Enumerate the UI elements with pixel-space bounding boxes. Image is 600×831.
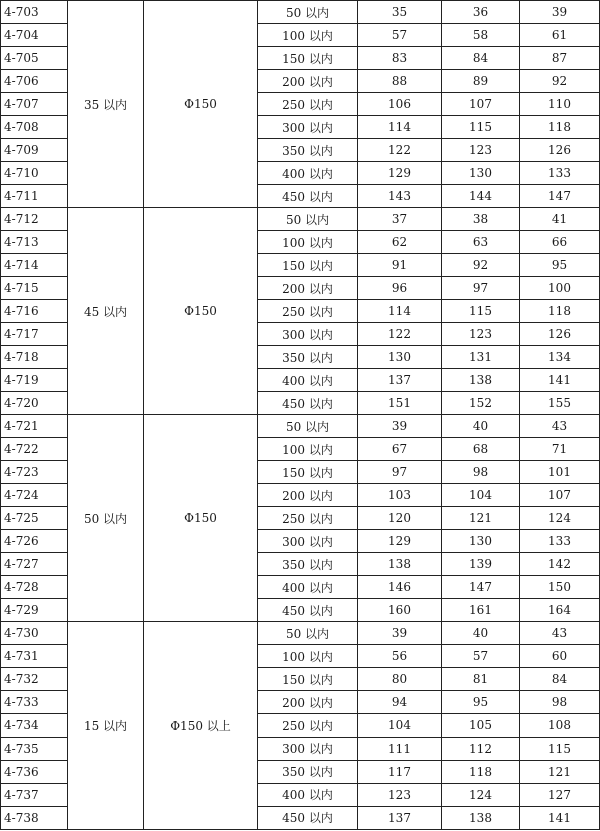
- range-cell: 350 以内: [258, 553, 358, 576]
- value-cell: 118: [520, 116, 600, 139]
- value-cell: 147: [442, 576, 520, 599]
- value-cell: 123: [442, 323, 520, 346]
- item-code-cell: 4-737: [1, 783, 68, 806]
- range-cell: 50 以内: [258, 415, 358, 438]
- value-cell: 161: [442, 599, 520, 622]
- item-code-cell: 4-728: [1, 576, 68, 599]
- value-cell: 143: [358, 185, 442, 208]
- range-cell: 200 以内: [258, 484, 358, 507]
- range-cell: 250 以内: [258, 507, 358, 530]
- value-cell: 130: [358, 346, 442, 369]
- range-cell: 400 以内: [258, 783, 358, 806]
- range-cell: 200 以内: [258, 277, 358, 300]
- value-cell: 147: [520, 185, 600, 208]
- value-cell: 61: [520, 24, 600, 47]
- value-cell: 67: [358, 438, 442, 461]
- value-cell: 124: [442, 783, 520, 806]
- quota-table-body: [1, 1, 600, 830]
- item-code-cell: 4-708: [1, 116, 68, 139]
- range-cell: 100 以内: [258, 231, 358, 254]
- item-code-cell: 4-712: [1, 208, 68, 231]
- value-cell: 94: [358, 691, 442, 714]
- value-cell: 129: [358, 162, 442, 185]
- range-cell: 300 以内: [258, 323, 358, 346]
- value-cell: 122: [358, 139, 442, 162]
- value-cell: 87: [520, 47, 600, 70]
- value-cell: 118: [520, 300, 600, 323]
- value-cell: 107: [520, 484, 600, 507]
- value-cell: 123: [358, 783, 442, 806]
- value-cell: 95: [442, 691, 520, 714]
- value-cell: 103: [358, 484, 442, 507]
- value-cell: 58: [442, 24, 520, 47]
- value-cell: 88: [358, 70, 442, 93]
- value-cell: 98: [520, 691, 600, 714]
- range-cell: 300 以内: [258, 530, 358, 553]
- value-cell: 122: [358, 323, 442, 346]
- value-cell: 124: [520, 507, 600, 530]
- value-cell: 98: [442, 461, 520, 484]
- item-code-cell: 4-727: [1, 553, 68, 576]
- value-cell: 138: [358, 553, 442, 576]
- depth-cell: 45 以内: [68, 208, 144, 415]
- depth-cell: 50 以内: [68, 415, 144, 622]
- range-cell: 250 以内: [258, 300, 358, 323]
- range-cell: 50 以内: [258, 622, 358, 645]
- value-cell: 111: [358, 737, 442, 760]
- range-cell: 400 以内: [258, 369, 358, 392]
- item-code-cell: 4-723: [1, 461, 68, 484]
- value-cell: 40: [442, 622, 520, 645]
- item-code-cell: 4-703: [1, 1, 68, 24]
- diameter-cell: Φ150: [144, 415, 258, 622]
- value-cell: 115: [520, 737, 600, 760]
- table-row: [1, 622, 600, 645]
- value-cell: 129: [358, 530, 442, 553]
- item-code-cell: 4-710: [1, 162, 68, 185]
- item-code-cell: 4-720: [1, 392, 68, 415]
- value-cell: 104: [442, 484, 520, 507]
- item-code-cell: 4-735: [1, 737, 68, 760]
- value-cell: 43: [520, 415, 600, 438]
- value-cell: 57: [442, 645, 520, 668]
- value-cell: 68: [442, 438, 520, 461]
- value-cell: 127: [520, 783, 600, 806]
- value-cell: 164: [520, 599, 600, 622]
- value-cell: 92: [520, 70, 600, 93]
- value-cell: 92: [442, 254, 520, 277]
- item-code-cell: 4-706: [1, 70, 68, 93]
- item-code-cell: 4-722: [1, 438, 68, 461]
- value-cell: 97: [358, 461, 442, 484]
- table-row: [1, 1, 600, 24]
- range-cell: 450 以内: [258, 806, 358, 829]
- value-cell: 131: [442, 346, 520, 369]
- item-code-cell: 4-726: [1, 530, 68, 553]
- value-cell: 66: [520, 231, 600, 254]
- value-cell: 35: [358, 1, 442, 24]
- value-cell: 89: [442, 70, 520, 93]
- item-code-cell: 4-717: [1, 323, 68, 346]
- value-cell: 106: [358, 93, 442, 116]
- item-code-cell: 4-733: [1, 691, 68, 714]
- value-cell: 97: [442, 277, 520, 300]
- range-cell: 250 以内: [258, 93, 358, 116]
- value-cell: 139: [442, 553, 520, 576]
- diameter-cell: Φ150 以上: [144, 622, 258, 830]
- value-cell: 115: [442, 300, 520, 323]
- value-cell: 104: [358, 714, 442, 737]
- range-cell: 350 以内: [258, 346, 358, 369]
- range-cell: 100 以内: [258, 438, 358, 461]
- value-cell: 40: [442, 415, 520, 438]
- value-cell: 141: [520, 369, 600, 392]
- range-cell: 50 以内: [258, 1, 358, 24]
- value-cell: 107: [442, 93, 520, 116]
- item-code-cell: 4-738: [1, 806, 68, 829]
- item-code-cell: 4-724: [1, 484, 68, 507]
- value-cell: 43: [520, 622, 600, 645]
- value-cell: 142: [520, 553, 600, 576]
- item-code-cell: 4-731: [1, 645, 68, 668]
- value-cell: 152: [442, 392, 520, 415]
- table-row: [1, 415, 600, 438]
- value-cell: 126: [520, 139, 600, 162]
- value-cell: 39: [358, 415, 442, 438]
- range-cell: 150 以内: [258, 668, 358, 691]
- value-cell: 141: [520, 806, 600, 829]
- value-cell: 115: [442, 116, 520, 139]
- item-code-cell: 4-709: [1, 139, 68, 162]
- value-cell: 91: [358, 254, 442, 277]
- value-cell: 160: [358, 599, 442, 622]
- value-cell: 121: [520, 760, 600, 783]
- value-cell: 138: [442, 806, 520, 829]
- value-cell: 39: [358, 622, 442, 645]
- range-cell: 250 以内: [258, 714, 358, 737]
- diameter-cell: Φ150: [144, 1, 258, 208]
- value-cell: 137: [358, 369, 442, 392]
- value-cell: 117: [358, 760, 442, 783]
- range-cell: 300 以内: [258, 737, 358, 760]
- value-cell: 105: [442, 714, 520, 737]
- value-cell: 120: [358, 507, 442, 530]
- item-code-cell: 4-715: [1, 277, 68, 300]
- value-cell: 81: [442, 668, 520, 691]
- diameter-cell: Φ150: [144, 208, 258, 415]
- item-code-cell: 4-718: [1, 346, 68, 369]
- value-cell: 151: [358, 392, 442, 415]
- range-cell: 150 以内: [258, 461, 358, 484]
- value-cell: 130: [442, 162, 520, 185]
- depth-cell: 15 以内: [68, 622, 144, 830]
- range-cell: 100 以内: [258, 645, 358, 668]
- item-code-cell: 4-729: [1, 599, 68, 622]
- item-code-cell: 4-711: [1, 185, 68, 208]
- range-cell: 200 以内: [258, 70, 358, 93]
- depth-cell: 35 以内: [68, 1, 144, 208]
- value-cell: 118: [442, 760, 520, 783]
- value-cell: 133: [520, 162, 600, 185]
- item-code-cell: 4-721: [1, 415, 68, 438]
- range-cell: 400 以内: [258, 576, 358, 599]
- range-cell: 350 以内: [258, 760, 358, 783]
- item-code-cell: 4-705: [1, 47, 68, 70]
- value-cell: 138: [442, 369, 520, 392]
- range-cell: 50 以内: [258, 208, 358, 231]
- value-cell: 114: [358, 300, 442, 323]
- value-cell: 121: [442, 507, 520, 530]
- range-cell: 150 以内: [258, 254, 358, 277]
- value-cell: 56: [358, 645, 442, 668]
- range-cell: 400 以内: [258, 162, 358, 185]
- table-row: [1, 208, 600, 231]
- value-cell: 57: [358, 24, 442, 47]
- value-cell: 71: [520, 438, 600, 461]
- value-cell: 130: [442, 530, 520, 553]
- value-cell: 84: [520, 668, 600, 691]
- range-cell: 450 以内: [258, 392, 358, 415]
- value-cell: 39: [520, 1, 600, 24]
- value-cell: 155: [520, 392, 600, 415]
- value-cell: 126: [520, 323, 600, 346]
- value-cell: 114: [358, 116, 442, 139]
- value-cell: 63: [442, 231, 520, 254]
- value-cell: 36: [442, 1, 520, 24]
- value-cell: 134: [520, 346, 600, 369]
- item-code-cell: 4-730: [1, 622, 68, 645]
- range-cell: 100 以内: [258, 24, 358, 47]
- value-cell: 95: [520, 254, 600, 277]
- value-cell: 108: [520, 714, 600, 737]
- value-cell: 96: [358, 277, 442, 300]
- value-cell: 83: [358, 47, 442, 70]
- range-cell: 300 以内: [258, 116, 358, 139]
- item-code-cell: 4-714: [1, 254, 68, 277]
- value-cell: 37: [358, 208, 442, 231]
- value-cell: 146: [358, 576, 442, 599]
- value-cell: 80: [358, 668, 442, 691]
- value-cell: 123: [442, 139, 520, 162]
- value-cell: 144: [442, 185, 520, 208]
- item-code-cell: 4-716: [1, 300, 68, 323]
- value-cell: 100: [520, 277, 600, 300]
- item-code-cell: 4-707: [1, 93, 68, 116]
- item-code-cell: 4-732: [1, 668, 68, 691]
- item-code-cell: 4-719: [1, 369, 68, 392]
- range-cell: 450 以内: [258, 185, 358, 208]
- range-cell: 450 以内: [258, 599, 358, 622]
- value-cell: 62: [358, 231, 442, 254]
- item-code-cell: 4-725: [1, 507, 68, 530]
- range-cell: 200 以内: [258, 691, 358, 714]
- range-cell: 150 以内: [258, 47, 358, 70]
- value-cell: 110: [520, 93, 600, 116]
- item-code-cell: 4-713: [1, 231, 68, 254]
- value-cell: 101: [520, 461, 600, 484]
- item-code-cell: 4-704: [1, 24, 68, 47]
- value-cell: 112: [442, 737, 520, 760]
- value-cell: 41: [520, 208, 600, 231]
- item-code-cell: 4-736: [1, 760, 68, 783]
- item-code-cell: 4-734: [1, 714, 68, 737]
- range-cell: 350 以内: [258, 139, 358, 162]
- value-cell: 84: [442, 47, 520, 70]
- value-cell: 60: [520, 645, 600, 668]
- value-cell: 150: [520, 576, 600, 599]
- value-cell: 137: [358, 806, 442, 829]
- value-cell: 133: [520, 530, 600, 553]
- value-cell: 38: [442, 208, 520, 231]
